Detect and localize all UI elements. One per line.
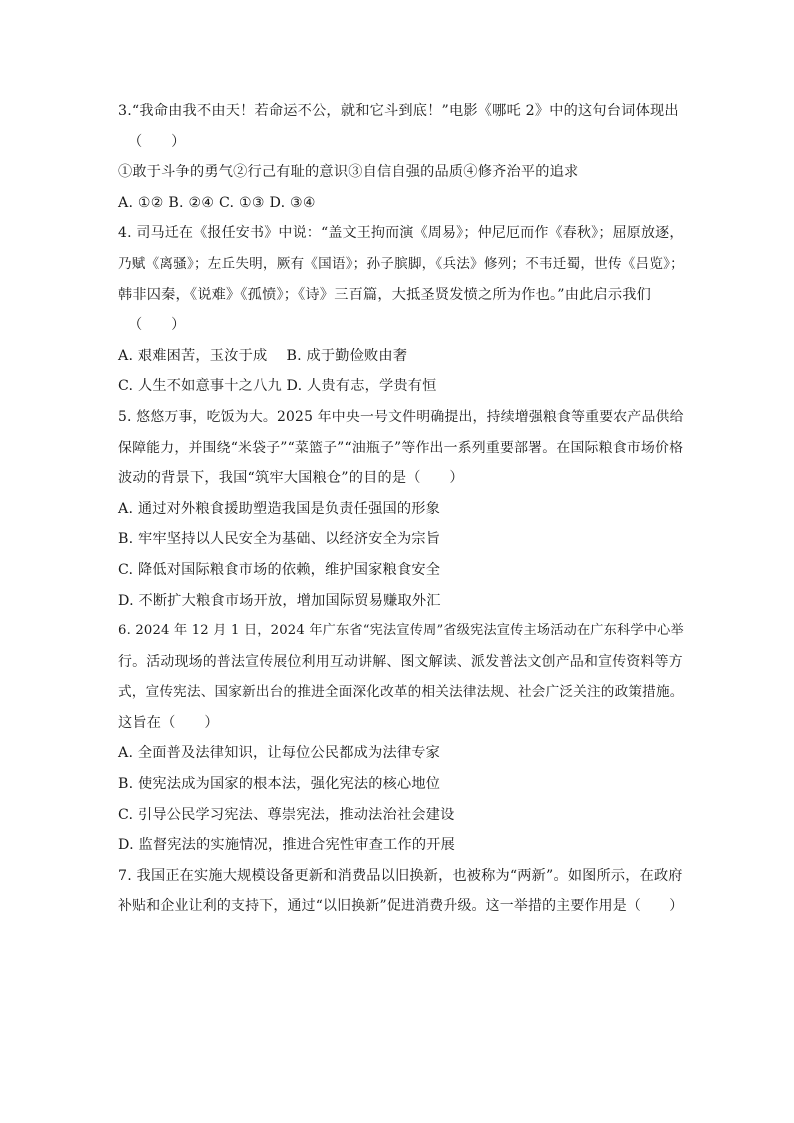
question-5-option-d: D. 不断扩大粮食市场开放，增加国际贸易赚取外汇: [118, 592, 441, 609]
question-4-options-ab: A. 艰难困苦，玉汝于成 B. 成于勤俭败由奢: [118, 347, 408, 364]
question-5-stem-line-2: 保障能力，并围绕“米袋子”“菜篮子”“油瓶子”等作出一系列重要部署。在国际粮食市场价格: [118, 439, 684, 456]
question-3-answer-blank: （ ）: [128, 133, 186, 150]
question-3-stem-line-1: 3.“我命由我不由天！若命运不公，就和它斗到底！”电影《哪吒 2》中的这句台词体现出: [118, 103, 679, 119]
question-4: [118, 218, 683, 402]
question-3-statements: ①敢于斗争的勇气②行己有耻的意识③自信自强的品质④修齐治平的追求: [118, 164, 579, 181]
question-6-stem-line-2: 行。活动现场的普法宣传展位利用互动讲解、图文解读、派发普法文创产品和宣传资料等方: [118, 653, 683, 670]
question-7-stem-line-1: 7. 我国正在实施大规模设备更新和消费品以旧换新，也被称为“两新”。如图所示，在政府: [118, 867, 683, 884]
question-5: [118, 402, 683, 616]
question-6: [118, 616, 683, 861]
question-7: [118, 861, 683, 922]
question-5-option-c: C. 降低对国际粮食市场的依赖，维护国家粮食安全: [118, 561, 441, 578]
question-6-stem-line-4: 这旨在（ ）: [118, 714, 219, 731]
question-6-option-c: C. 引导公民学习宪法、尊崇宪法，推动法治社会建设: [118, 806, 455, 823]
question-5-stem-line-1: 5. 悠悠万事，吃饭为大。2025 年中央一号文件明确提出，持续增强粮食等重要农产品供给: [118, 408, 684, 425]
question-6-option-d: D. 监督宪法的实施情况，推进合宪性审查工作的开展: [118, 837, 456, 854]
question-4-answer-blank: （ ）: [128, 317, 186, 334]
question-3-options: A. ①② B. ②④ C. ①③ D. ③④: [118, 194, 316, 211]
question-6-option-a: A. 全面普及法律知识，让每位公民都成为法律专家: [118, 745, 441, 762]
question-4-stem-line-2: 乃赋《离骚》；左丘失明，厥有《国语》；孙子膑脚，《兵法》修列；不韦迁蜀，世传《吕览》；: [118, 255, 684, 272]
question-6-stem-line-3: 式，宣传宪法、国家新出台的推进全面深化改革的相关法律法规、社会广泛关注的政策措施。: [118, 684, 684, 701]
exam-page: [118, 96, 683, 922]
question-3: [118, 96, 683, 218]
question-4-stem-line-3: 韩非囚秦，《说难》《孤愤》；《诗》三百篇，大抵圣贤发愤之所为作也。”由此启示我们: [118, 286, 652, 303]
question-5-stem-line-3: 波动的背景下，我国“筑牢大国粮仓”的目的是（ ）: [118, 470, 464, 487]
question-5-option-b: B. 牢牢坚持以人民安全为基础、以经济安全为宗旨: [118, 531, 441, 548]
question-4-options-cd: C. 人生不如意事十之八九 D. 人贵有志，学贵有恒: [118, 378, 437, 395]
question-6-stem-line-1: 6. 2024 年 12 月 1 日，2024 年广东省“宪法宣传周”省级宪法宣传主场活动在广东科学中心举: [118, 623, 684, 639]
question-5-option-a: A. 通过对外粮食援助塑造我国是负责任强国的形象: [118, 500, 441, 517]
question-6-option-b: B. 使宪法成为国家的根本法，强化宪法的核心地位: [118, 776, 441, 793]
question-4-stem-line-1: 4. 司马迁在《报任安书》中说：“盖文王拘而演《周易》；仲尼厄而作《春秋》；屈原放逐，: [118, 225, 684, 242]
question-7-stem-line-2: 补贴和企业让利的支持下，通过“以旧换新”促进消费升级。这一举措的主要作用是（ ）: [118, 898, 684, 915]
